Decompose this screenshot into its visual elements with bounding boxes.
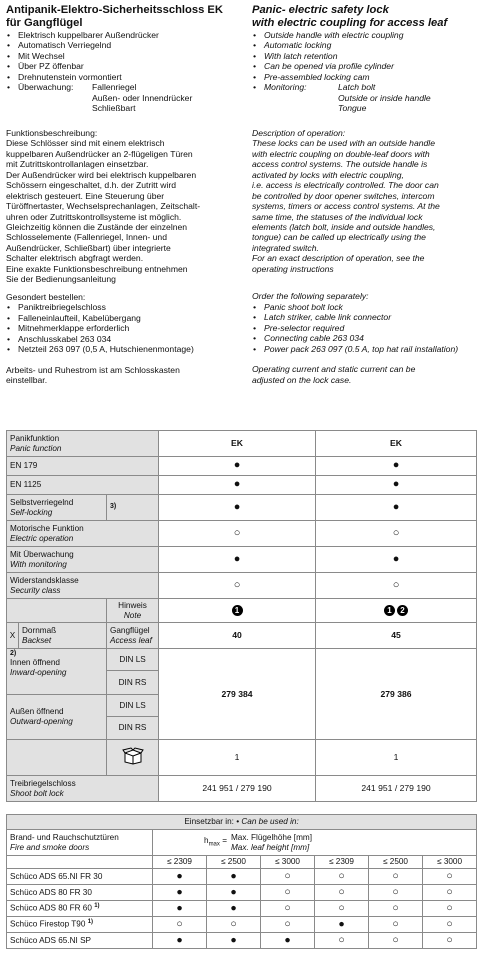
table-row — [7, 521, 477, 547]
bullet-icon: • — [253, 312, 257, 323]
monitoring-item: • Überwachung: Fallenriegel Außen- oder Innendrücker Schließbart — [7, 82, 193, 114]
outward-label: Außen öffnend Outward-opening — [7, 695, 107, 740]
backset-col1: 40 — [159, 623, 316, 649]
column-header: ≤ 3000 — [423, 856, 477, 869]
usage-cell: ● — [207, 869, 261, 885]
usage-cell: ○ — [315, 885, 369, 901]
order-item: • Pre-selector required — [253, 322, 345, 333]
order-heading-de: Gesondert bestellen: — [6, 291, 86, 302]
bullet-icon: • — [7, 40, 11, 51]
note-1-icon: 1 — [384, 605, 395, 616]
filled-circle-icon: ● — [159, 547, 316, 573]
bullet-icon: • — [7, 344, 11, 355]
row-label: Motorische Funktion Electric operation — [7, 521, 159, 547]
usage-cell: ○ — [423, 901, 477, 917]
usage-cell: ● — [261, 933, 315, 949]
usage-cell: ○ — [315, 933, 369, 949]
inward-label: 2) Innen öffnend Inward-opening — [7, 649, 107, 695]
bullet-icon: • — [253, 333, 257, 344]
pack-qty-col1: 1 — [159, 740, 316, 776]
table-row — [7, 431, 477, 457]
note-2-icon: 2 — [397, 605, 408, 616]
backset-col2: 45 — [316, 623, 477, 649]
bullet-icon: • — [7, 50, 11, 61]
column-header: ≤ 2309 — [315, 856, 369, 869]
usage-cell: ● — [153, 885, 207, 901]
feature-item: • Elektrisch kuppelbarer Außendrücker — [7, 29, 159, 40]
empty-circle-icon: ○ — [159, 573, 316, 599]
bullet-icon: • — [253, 71, 257, 82]
order-item: • Mitnehmerklappe erforderlich — [7, 323, 130, 334]
table-row — [7, 495, 477, 521]
usage-cell: ● — [207, 933, 261, 949]
order-item: • Latch striker, cable link connector — [253, 312, 392, 323]
feature-item: • With latch retention — [253, 50, 338, 61]
hmax-label: $h_{max}$ = Max. Flügelhöhe [mm] Max. leaf height [mm] — [153, 830, 477, 856]
column-header: ≤ 3000 — [261, 856, 315, 869]
table-row — [7, 869, 477, 885]
feature-item: • Mit Wechsel — [7, 50, 65, 61]
usage-cell: ○ — [369, 933, 423, 949]
features-de — [6, 30, 238, 114]
access-leaf-label: Gangflügel Access leaf — [107, 623, 159, 649]
features-en — [252, 30, 476, 114]
usage-cell: ● — [153, 933, 207, 949]
order-list-de — [6, 302, 238, 354]
bullet-icon: • — [7, 312, 11, 323]
table-row — [7, 776, 477, 802]
usage-cell: ○ — [423, 885, 477, 901]
row-label: Widerstandsklasse Security class — [7, 573, 159, 599]
din-rs-label: DIN RS — [107, 717, 159, 740]
table-row — [7, 933, 477, 949]
english-column — [252, 4, 476, 385]
empty-circle-icon: ○ — [316, 521, 477, 547]
table-row — [7, 649, 477, 671]
usage-cell: ○ — [261, 869, 315, 885]
empty-circle-icon: ○ — [159, 521, 316, 547]
table-row — [7, 599, 477, 623]
table-row — [7, 917, 477, 933]
order-heading-en: Order the following separately: — [252, 291, 369, 302]
title-en-line2: with electric coupling for access leaf — [252, 16, 448, 29]
backset-label: Dornmaß Backset — [19, 623, 107, 649]
table-row — [7, 623, 477, 649]
table-row — [7, 815, 477, 830]
note-ref-col1 — [159, 599, 316, 623]
order-item: • Falleneinlaufteil, Kabelübergang — [7, 312, 141, 323]
filled-circle-icon: ● — [159, 457, 316, 476]
bullet-icon: • — [253, 40, 257, 51]
feature-item: • Über PZ öffenbar — [7, 61, 84, 72]
door-system-name: Schüco Firestop T90 $^{1)}$ — [7, 917, 153, 933]
bullet-icon: • — [253, 82, 257, 93]
usage-cell: ○ — [369, 917, 423, 933]
title-en-line1: Panic- electric safety lock — [252, 4, 389, 16]
note-ref-col2 — [316, 599, 477, 623]
table-row — [7, 885, 477, 901]
note-label: Hinweis Note — [107, 599, 159, 623]
din-ls-label: DIN LS — [107, 649, 159, 671]
feature-item: • Can be opened via profile cylinder — [253, 61, 394, 72]
door-system-name: Schüco ADS 80 FR 30 — [7, 885, 153, 901]
usage-cell: ● — [153, 901, 207, 917]
col1-header: EK — [159, 431, 316, 457]
spec-table — [6, 430, 477, 802]
bullet-icon: • — [253, 61, 257, 72]
usage-cell: ○ — [369, 869, 423, 885]
order-item: • Netzteil 263 097 (0,5 A, Hutschienenmontage) — [7, 344, 194, 355]
filled-circle-icon: ● — [159, 476, 316, 495]
bullet-icon: • — [253, 322, 257, 333]
feature-item: • Pre-assembled locking cam — [253, 71, 370, 82]
doors-label: Brand- und Rauchschutztüren Fire and smoke doors — [7, 830, 153, 856]
usage-cell: ○ — [261, 901, 315, 917]
row-label: EN 1125 — [7, 476, 159, 495]
usage-cell: ○ — [315, 869, 369, 885]
order-item: • Panic shoot bolt lock — [253, 301, 343, 312]
shoot-bolt-col1: 241 951 / 279 190 — [159, 776, 316, 802]
bullet-icon: • — [7, 333, 11, 344]
filled-circle-icon: ● — [159, 495, 316, 521]
bullet-icon: • — [7, 302, 11, 313]
current-note-de: Arbeits- und Ruhestrom ist am Schlosskasten einstellbar. — [6, 364, 180, 386]
bullet-icon: • — [7, 323, 11, 334]
shoot-bolt-label: Treibriegelschloss Shoot bolt lock — [7, 776, 159, 802]
desc-heading-en: Description of operation: — [252, 127, 346, 138]
column-header: ≤ 2500 — [369, 856, 423, 869]
din-ls-label: DIN LS — [107, 695, 159, 717]
column-header: ≤ 2500 — [207, 856, 261, 869]
order-item: • Power pack 263 097 (0.5 A, top hat rail installation) — [253, 343, 459, 354]
row-label: EN 179 — [7, 457, 159, 476]
usage-cell: ○ — [261, 885, 315, 901]
row-label: Selbstverriegelnd Self-locking — [7, 495, 107, 521]
din-rs-label: DIN RS — [107, 671, 159, 695]
desc-text-de: Diese Schlösser sind mit einem elektrisch kuppelbaren Außendrücker an 2-flügeligen Türen mit Zutrittskontrollanlagen einsetzbar. Der Außendrücker wird bei elektrisch kuppelbaren Schössern eingeschaltet, d.h. der Zutritt wird elektrisch gesteuert. Eine Steuerung über Türöffnertaster, Wechselsprechanlagen, Zeitschalt- uhren oder Zutrittskontrollsysteme ist möglich. Gleichzeitig können die Zustände der einzelnen Schlosselemente (Fallenriegel, Innen- und Außendrücker, Schließbart) über integrierte Schalter elektrisch abgfragt werden. Eine exakte Funktionsbeschreibung entnehmen Sie der Bedienungsanleitung — [6, 138, 201, 285]
article-col2: 279 386 — [316, 649, 477, 740]
article-col1: 279 384 — [159, 649, 316, 740]
usage-cell: ○ — [261, 917, 315, 933]
bullet-icon: • — [7, 61, 11, 72]
door-system-name: Schüco ADS 65.NI SP — [7, 933, 153, 949]
table-row — [7, 476, 477, 495]
filled-circle-icon: ● — [316, 547, 477, 573]
bullet-icon: • — [253, 50, 257, 61]
feature-item: • Automatisch Verriegelnd — [7, 40, 112, 51]
usage-cell: ● — [207, 901, 261, 917]
bullet-icon: • — [253, 301, 257, 312]
usage-cell: ○ — [423, 917, 477, 933]
feature-item: • Drehnutenstein vormontiert — [7, 71, 122, 82]
table-row — [7, 830, 477, 856]
order-list-en — [252, 302, 476, 354]
pack-qty-col2: 1 — [316, 740, 477, 776]
door-system-name: Schüco ADS 80 FR 60 $^{1)}$ — [7, 901, 153, 917]
monitoring-item: • Monitoring: Latch bolt Outside or inside handle Tongue — [253, 82, 431, 114]
usage-cell: ● — [153, 869, 207, 885]
usage-cell: ○ — [315, 901, 369, 917]
usage-table — [6, 814, 477, 949]
filled-circle-icon: ● — [316, 476, 477, 495]
usage-cell: ○ — [423, 869, 477, 885]
bullet-icon: • — [7, 29, 11, 40]
x-marker: X — [7, 623, 19, 649]
feature-item: • Outside handle with electric coupling — [253, 29, 404, 40]
footnote-ref: 3) — [107, 495, 159, 521]
desc-text-en: These locks can be used with an outside handle with electric coupling on double-leaf doors with access control systems. The outside handle is activated by locks with electric coupling, i.e. access is electrically controlled. The door can be controlled by door opener switches, intercom systems, timers or access control systems. At the same time, the statuses of the individual lock elements (latch bolt, inside and outside handles, tongue) can be called up electrically using the integrated switch. For an exact description of operation, see the operating instructions — [252, 138, 440, 274]
bullet-icon: • — [253, 343, 257, 354]
usage-cell: ○ — [423, 933, 477, 949]
filled-circle-icon: ● — [316, 495, 477, 521]
usage-cell: ○ — [369, 901, 423, 917]
shoot-bolt-col2: 241 951 / 279 190 — [316, 776, 477, 802]
table-row — [7, 573, 477, 599]
table-row — [7, 457, 477, 476]
feature-item: • Automatic locking — [253, 40, 332, 51]
package-icon — [107, 740, 159, 776]
column-header: ≤ 2309 — [153, 856, 207, 869]
bullet-icon: • — [253, 29, 257, 40]
title-de-line1: Antipanik-Elektro-Sicherheitsschloss EK — [6, 4, 223, 16]
title-de-line2: für Gangflügel — [6, 16, 83, 29]
usage-cell: ● — [315, 917, 369, 933]
panic-function-label: Panikfunktion Panic function — [7, 431, 159, 457]
table-row — [7, 856, 477, 869]
german-column — [6, 4, 238, 386]
order-item: • Anschlusskabel 263 034 — [7, 333, 112, 344]
current-note-en: Operating current and static current can be adjusted on the lock case. — [252, 364, 416, 385]
filled-circle-icon: ● — [316, 457, 477, 476]
door-system-name: Schüco ADS 65.NI FR 30 — [7, 869, 153, 885]
row-label: Mit Überwachung With monitoring — [7, 547, 159, 573]
note-1-icon: 1 — [232, 605, 243, 616]
usage-header: Einsetzbar in: • Can be used in: — [7, 815, 477, 830]
usage-cell: ● — [207, 885, 261, 901]
table-row — [7, 901, 477, 917]
empty-circle-icon: ○ — [316, 573, 477, 599]
table-row — [7, 740, 477, 776]
usage-cell: ○ — [369, 885, 423, 901]
col2-header: EK — [316, 431, 477, 457]
bullet-icon: • — [7, 82, 11, 93]
bullet-icon: • — [7, 71, 11, 82]
table-row — [7, 547, 477, 573]
usage-cell: ○ — [207, 917, 261, 933]
desc-heading-de: Funktionsbeschreibung: — [6, 127, 98, 138]
usage-cell: ○ — [153, 917, 207, 933]
order-item: • Connecting cable 263 034 — [253, 333, 364, 344]
order-item: • Paniktreibriegelschloss — [7, 302, 106, 313]
